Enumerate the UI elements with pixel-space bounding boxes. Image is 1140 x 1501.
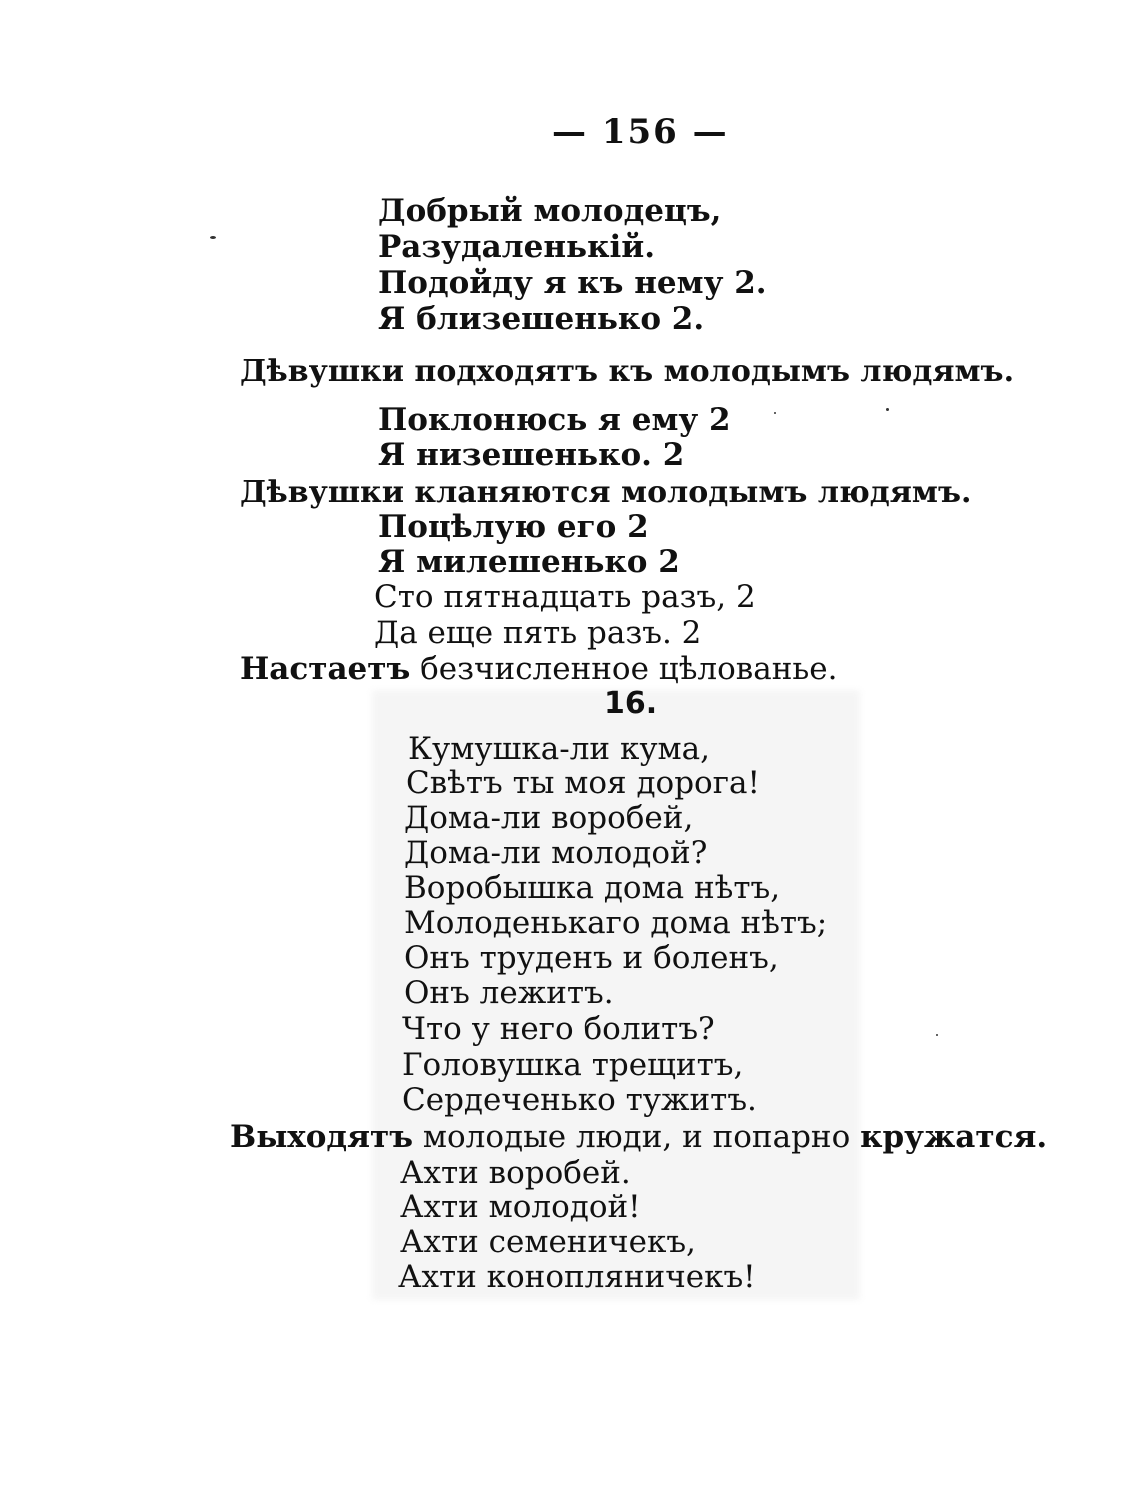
song-number: 16. (604, 686, 658, 721)
stage-direction: Дѣвушки кланяются молодымъ людямъ. (240, 475, 972, 510)
verse-line: Молоденькаго дома нѣтъ; (404, 905, 828, 941)
verse-line: Головушка трещитъ, (402, 1047, 744, 1083)
page-number: — 156 — (552, 112, 729, 152)
stage-direction-mid: молодые люди, и попарно (413, 1119, 861, 1155)
ink-speck (936, 1034, 938, 1036)
verse-line: Ахти воробей. (400, 1155, 631, 1191)
verse-line: Подойду я къ нему 2. (378, 265, 767, 301)
verse-line: Дома-ли молодой? (404, 835, 708, 871)
stage-direction-end: кружатся. (860, 1119, 1048, 1155)
verse-line: Поцѣлую его 2 (378, 509, 649, 545)
stage-direction: Дѣвушки подходятъ къ молодымъ людямъ. (240, 354, 1015, 389)
stage-direction (240, 652, 837, 686)
verse-line: Поклонюсь я ему 2 (378, 402, 731, 438)
verse-line: Ахти семеничекъ, (400, 1224, 696, 1260)
verse-line: Воробышка дома нѣтъ, (404, 870, 781, 906)
ink-speck (886, 408, 889, 411)
verse-line: Сто пятнадцать разъ, 2 (374, 579, 756, 615)
verse-line: Онъ труденъ и боленъ, (404, 940, 779, 976)
verse-line: Ахти конопляничекъ! (398, 1259, 756, 1295)
verse-line: Свѣтъ ты моя дорога! (406, 765, 760, 801)
verse-line: Сердеченько тужитъ. (402, 1082, 757, 1118)
verse-line: Ахти молодой! (400, 1189, 641, 1225)
verse-line: Я милешенько 2 (378, 544, 680, 580)
stage-direction-lead: Выходятъ (230, 1119, 413, 1155)
verse-line: Да еще пять разъ. 2 (374, 615, 702, 651)
verse-line: Дома-ли воробей, (404, 800, 694, 836)
verse-line: Онъ лежитъ. (404, 975, 614, 1011)
ink-speck (210, 236, 216, 239)
stage-direction-rest: безчисленное цѣлованье. (410, 651, 838, 687)
verse-line: Что у него болитъ? (402, 1011, 715, 1047)
stage-direction-lead: Настаетъ (240, 651, 411, 687)
verse-line: Я близешенько 2. (378, 301, 705, 337)
verse-line: Разудаленькій. (378, 229, 656, 265)
verse-line: Добрый молодецъ, (378, 193, 722, 229)
ink-speck (774, 412, 776, 414)
stage-direction (230, 1120, 1047, 1154)
verse-line: Кумушка-ли кума, (408, 731, 711, 767)
verse-line: Я низешенько. 2 (378, 437, 685, 473)
